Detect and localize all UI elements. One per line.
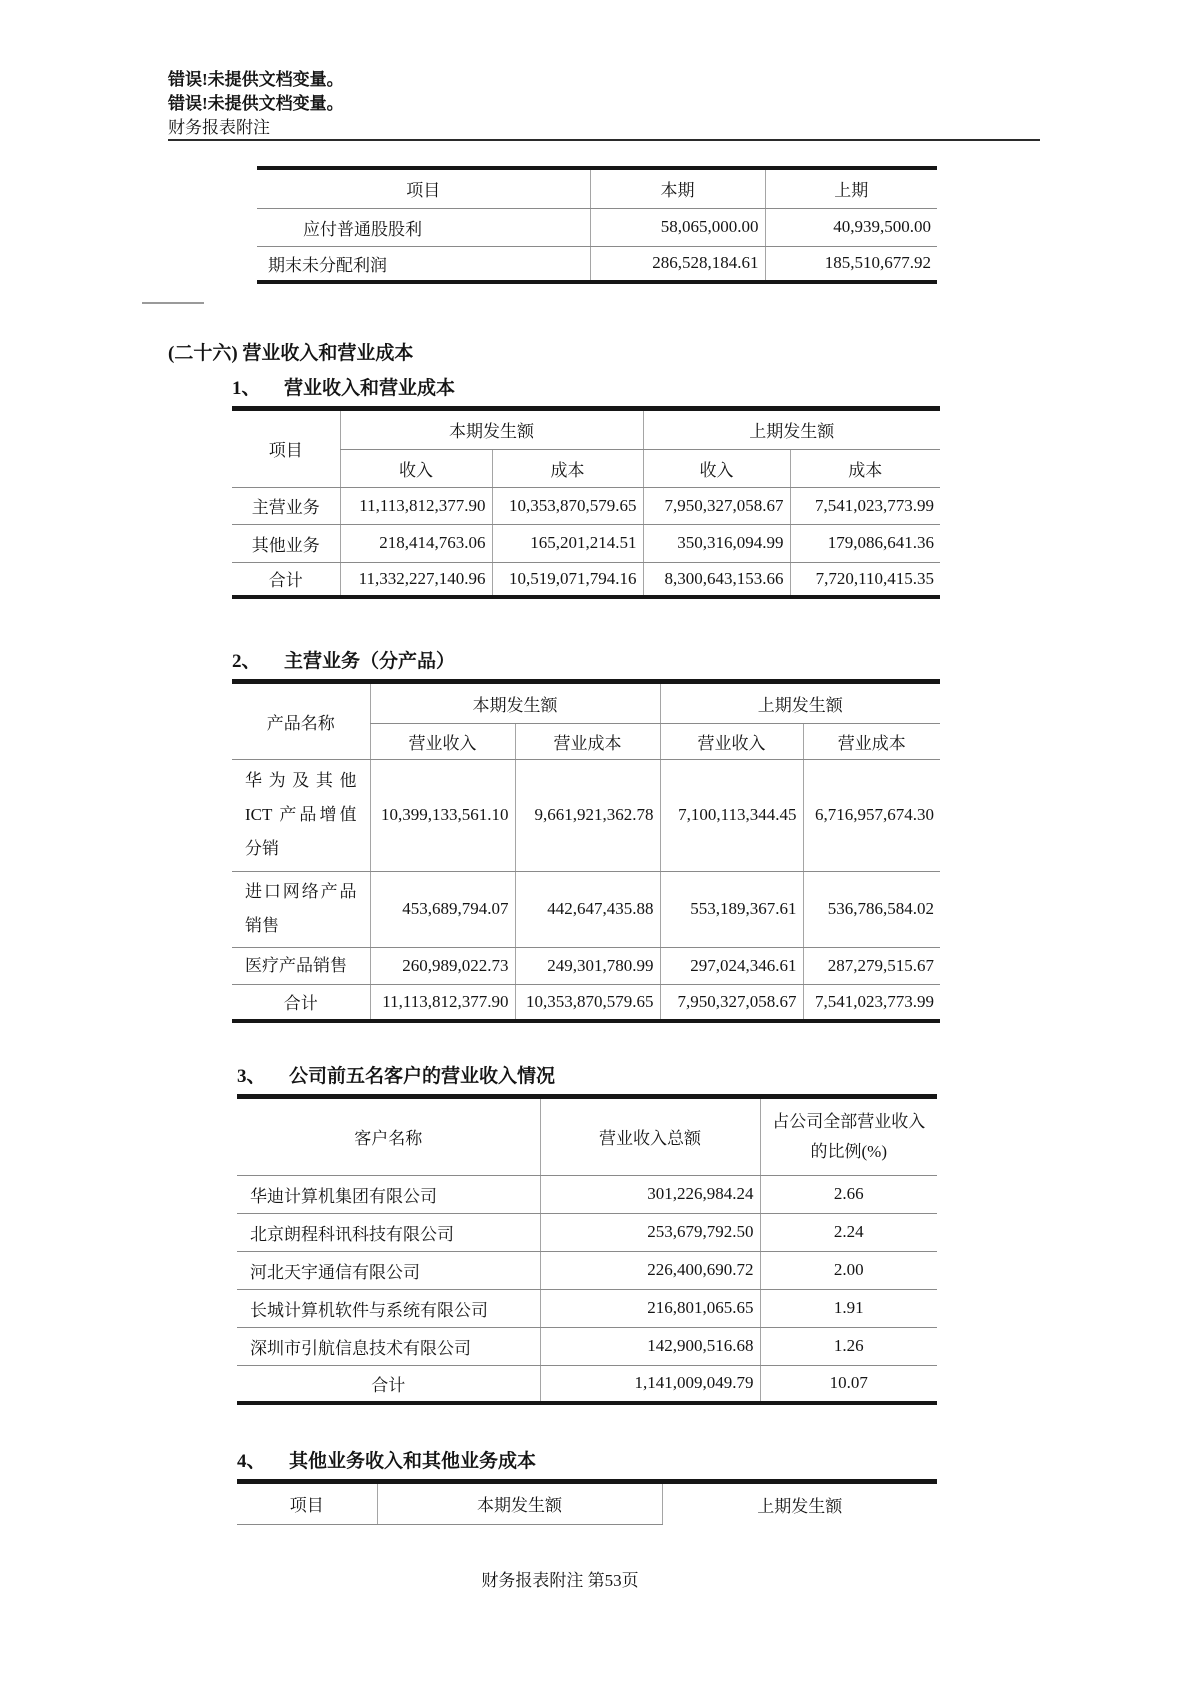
- ratio-cell: 10.07: [760, 1365, 937, 1403]
- col-header-prior-period: 上期发生额: [662, 1484, 937, 1524]
- amount-current: 286,528,184.61: [590, 246, 765, 282]
- amount-cell: 297,024,346.61: [660, 947, 803, 984]
- amount-cell: 442,647,435.88: [515, 871, 660, 947]
- dividend-table: [257, 166, 937, 284]
- amount-cell: 7,720,110,415.35: [790, 562, 940, 597]
- top-five-customers-table: [237, 1099, 937, 1405]
- col-header-ratio-line-2: 的比例(%): [810, 1141, 887, 1161]
- header-error-line-1: 错误!未提供文档变量。: [168, 70, 344, 89]
- col-header-item: 项目: [232, 411, 340, 487]
- amount-prior: 40,939,500.00: [765, 208, 937, 246]
- col-header-item: 项目: [257, 168, 590, 208]
- amount-cell: 7,100,113,344.45: [660, 759, 803, 871]
- amount-cell: 536,786,584.02: [803, 871, 940, 947]
- col-header-income: 收入: [643, 449, 790, 487]
- heading-title: 公司前五名客户的营业收入情况: [289, 1066, 556, 1087]
- amount-cell: 11,332,227,140.96: [340, 562, 492, 597]
- amount-cell: 216,801,065.65: [540, 1289, 760, 1327]
- amount-cell: 179,086,641.36: [790, 524, 940, 562]
- page-footer: 财务报表附注 第53页: [481, 1571, 639, 1590]
- amount-prior: 185,510,677.92: [765, 246, 937, 282]
- table-row: [232, 759, 940, 871]
- amount-cell: 10,353,870,579.65: [492, 487, 643, 524]
- row-label: 期末未分配利润: [268, 255, 387, 275]
- header-row: [237, 1484, 937, 1524]
- amount-cell: 9,661,921,362.78: [515, 759, 660, 871]
- customer-name: 华迪计算机集团有限公司: [237, 1175, 540, 1213]
- col-header-revenue: 营业收入: [370, 723, 515, 759]
- amount-cell: 7,950,327,058.67: [660, 984, 803, 1021]
- amount-cell: 249,301,780.99: [515, 947, 660, 984]
- col-header-prior: 上期: [765, 168, 937, 208]
- footnote-separator-line: [142, 302, 204, 304]
- header-row-1: [232, 411, 940, 449]
- header-rule: [168, 139, 1040, 141]
- col-header-ratio: [760, 1099, 937, 1175]
- heading-title: 营业收入和营业成本: [284, 378, 456, 399]
- amount-cell: 10,519,071,794.16: [492, 562, 643, 597]
- col-header-income: 收入: [340, 449, 492, 487]
- heading-title: 其他业务收入和其他业务成本: [289, 1451, 537, 1472]
- product-label: 华为及其他 ICT 产品增值分销: [232, 759, 370, 871]
- ratio-cell: 1.91: [760, 1289, 937, 1327]
- amount-cell: 8,300,643,153.66: [643, 562, 790, 597]
- dividend-header-row: [257, 168, 937, 208]
- table-row: [237, 1289, 937, 1327]
- amount-cell: 453,689,794.07: [370, 871, 515, 947]
- amount-cell: 6,716,957,674.30: [803, 759, 940, 871]
- row-label: 其他业务: [232, 524, 340, 562]
- amount-cell: 10,399,133,561.10: [370, 759, 515, 871]
- amount-cell: 10,353,870,579.65: [515, 984, 660, 1021]
- table-row: [237, 1327, 937, 1365]
- amount-cell: 253,679,792.50: [540, 1213, 760, 1251]
- subsection-1-heading: [232, 378, 940, 411]
- col-header-current-period: 本期发生额: [340, 411, 643, 449]
- section-26-title: (二十六) 营业收入和营业成本: [168, 343, 414, 364]
- amount-cell: 1,141,009,049.79: [540, 1365, 760, 1403]
- amount-cell: 350,316,094.99: [643, 524, 790, 562]
- header-row-1: [232, 684, 940, 723]
- subsection-2-heading: [232, 651, 940, 684]
- col-header-revenue: 营业收入: [660, 723, 803, 759]
- table-row: [232, 524, 940, 562]
- amount-cell: 7,541,023,773.99: [803, 984, 940, 1021]
- col-header-ratio-line-1: 占公司全部营业收入: [772, 1111, 926, 1131]
- table-row: [257, 246, 937, 282]
- customer-name: 河北天宇通信有限公司: [237, 1251, 540, 1289]
- page-header: [168, 68, 344, 140]
- total-row: [232, 562, 940, 597]
- row-label: 应付普通股股利: [257, 208, 590, 246]
- header-row: [237, 1099, 937, 1175]
- amount-cell: 7,541,023,773.99: [790, 487, 940, 524]
- row-label: 主营业务: [232, 487, 340, 524]
- heading-number: 4、: [237, 1451, 266, 1472]
- total-row: [232, 984, 940, 1021]
- subsection-4: [237, 1451, 937, 1525]
- header-error-line-2: 错误!未提供文档变量。: [168, 94, 344, 113]
- subsection-1: [232, 378, 940, 599]
- col-header-cost: 成本: [492, 449, 643, 487]
- total-row: [237, 1365, 937, 1403]
- table-row: [237, 1175, 937, 1213]
- subsection-4-heading: [237, 1451, 937, 1484]
- amount-cell: 218,414,763.06: [340, 524, 492, 562]
- amount-cell: 287,279,515.67: [803, 947, 940, 984]
- main-business-by-product-table: [232, 684, 940, 1023]
- amount-cell: 11,113,812,377.90: [340, 487, 492, 524]
- customer-name: 长城计算机软件与系统有限公司: [237, 1289, 540, 1327]
- heading-number: 1、: [232, 378, 261, 399]
- heading-number: 2、: [232, 651, 261, 672]
- amount-cell: 165,201,214.51: [492, 524, 643, 562]
- ratio-cell: 2.00: [760, 1251, 937, 1289]
- heading-number: 3、: [237, 1066, 266, 1087]
- header-doc-title: 财务报表附注: [168, 118, 270, 137]
- subsection-3: [237, 1066, 937, 1405]
- ratio-cell: 1.26: [760, 1327, 937, 1365]
- col-header-item: 项目: [237, 1484, 377, 1524]
- amount-current: 58,065,000.00: [590, 208, 765, 246]
- product-label: 医疗产品销售: [232, 947, 370, 984]
- amount-cell: 226,400,690.72: [540, 1251, 760, 1289]
- amount-cell: 260,989,022.73: [370, 947, 515, 984]
- amount-cell: 142,900,516.68: [540, 1327, 760, 1365]
- col-header-cost: 成本: [790, 449, 940, 487]
- col-header-current: 本期: [590, 168, 765, 208]
- col-header-current-period: 本期发生额: [370, 684, 660, 723]
- subsection-3-heading: [237, 1066, 937, 1099]
- customer-name: 北京朗程科讯科技有限公司: [237, 1213, 540, 1251]
- table-row: [237, 1251, 937, 1289]
- col-header-customer: 客户名称: [237, 1099, 540, 1175]
- table-row: [237, 1213, 937, 1251]
- dividend-table-wrap: [257, 166, 937, 284]
- subsection-2: [232, 651, 940, 1023]
- col-header-cost: 营业成本: [515, 723, 660, 759]
- table-row: [232, 871, 940, 947]
- table-row: [232, 947, 940, 984]
- ratio-cell: 2.24: [760, 1213, 937, 1251]
- heading-title: 主营业务（分产品）: [284, 651, 456, 672]
- amount-cell: 7,950,327,058.67: [643, 487, 790, 524]
- amount-cell: 11,113,812,377.90: [370, 984, 515, 1021]
- col-header-current-period: 本期发生额: [377, 1484, 662, 1524]
- customer-name: 深圳市引航信息技术有限公司: [237, 1327, 540, 1365]
- ratio-cell: 2.66: [760, 1175, 937, 1213]
- revenue-cost-table: [232, 411, 940, 599]
- amount-cell: 553,189,367.61: [660, 871, 803, 947]
- total-label: 合计: [283, 994, 318, 1014]
- total-label: 合计: [371, 1375, 406, 1395]
- col-header-revenue-total: 营业收入总额: [540, 1099, 760, 1175]
- table-row: [257, 208, 937, 246]
- col-header-prior-period: 上期发生额: [643, 411, 940, 449]
- amount-cell: 301,226,984.24: [540, 1175, 760, 1213]
- table-row: [232, 487, 940, 524]
- col-header-product: 产品名称: [232, 684, 370, 759]
- total-label: 合计: [268, 571, 303, 591]
- col-header-cost: 营业成本: [803, 723, 940, 759]
- product-label: 进口网络产品销售: [232, 871, 370, 947]
- other-business-table: [237, 1484, 937, 1525]
- col-header-prior-period: 上期发生额: [660, 684, 940, 723]
